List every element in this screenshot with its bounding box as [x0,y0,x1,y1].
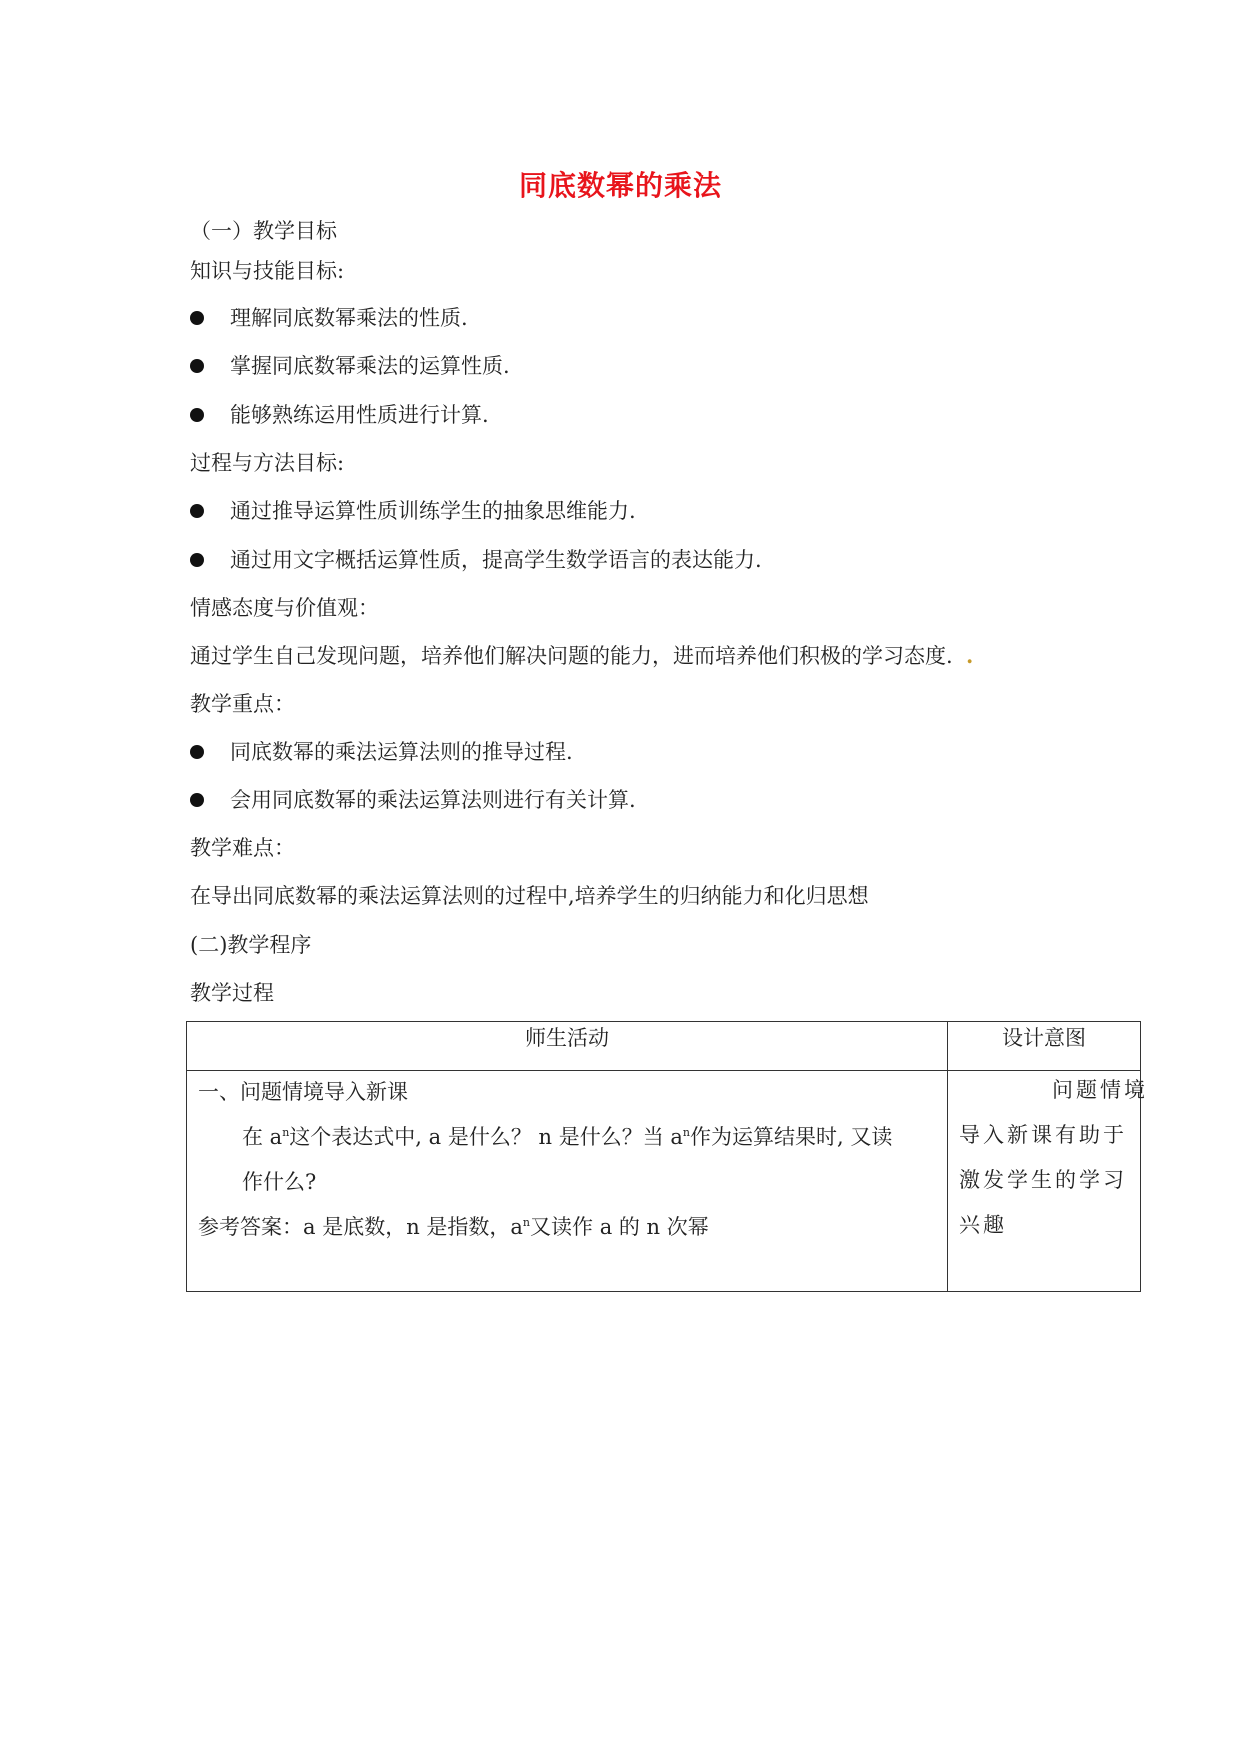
intent-cell [948,1071,1148,1291]
emotion-heading: 情感态度与价值观： [190,596,379,620]
list-item: 掌握同底数幂乘法的运算性质. [190,351,510,381]
question-line-2: 作什么? [242,1170,317,1194]
list-item: 理解同底数幂乘法的性质. [190,303,468,333]
bullet-icon [190,553,204,567]
key-heading: 教学重点： [190,692,295,716]
difficulty-heading: 教学难点： [190,836,295,860]
table-row [187,1071,1141,1292]
list-item: 通过推导运算性质训练学生的抽象思维能力. [190,496,636,526]
question-line: 在 $a^n$这个表达式中, a 是什么？ n 是什么？当 $a^n$作为运算结果时, 又读 [242,1125,893,1149]
col-header-activity: 师生活动 [187,1022,948,1071]
col-header-intent: 设计意图 [948,1022,1141,1071]
intent-line: 激发学生的学习 [959,1168,1127,1192]
emotion-text: 通过学生自己发现问题，培养他们解决问题的能力，进而培养他们积极的学习态度. . [190,643,974,668]
activity-cell [187,1071,947,1291]
section-heading-objectives: （一）教学目标 [190,219,337,243]
bullet-icon [190,359,204,373]
intent-line: 问题情境 [1052,1078,1148,1102]
list-item: 通过用文字概括运算性质，提高学生数学语言的表达能力. [190,545,762,575]
knowledge-heading: 知识与技能目标: [190,259,345,283]
bullet-icon [190,311,204,325]
difficulty-text: 在导出同底数幂的乘法运算法则的过程中,培养学生的归纳能力和化归思想 [190,884,869,908]
list-item: 同底数幂的乘法运算法则的推导过程. [190,737,573,767]
process-heading: 过程与方法目标: [190,451,345,475]
annotation-mark: . [966,643,974,668]
bullet-icon [190,504,204,518]
page-title: 同底数幂的乘法 [518,169,722,202]
bullet-icon [190,793,204,807]
list-item: 会用同底数幂的乘法运算法则进行有关计算. [190,785,636,815]
table-header-row [187,1022,1141,1071]
answer-line: 参考答案：a 是底数，n 是指数，$a^n$又读作 a 的 n 次幂 [198,1215,709,1239]
row-title: 一、问题情境导入新课 [198,1080,408,1104]
process-label: 教学过程 [190,981,274,1005]
section-heading-procedure: (二)教学程序 [190,933,312,957]
intent-line: 兴趣 [959,1213,1007,1237]
intent-line: 导入新课有助于 [959,1123,1127,1147]
lesson-table [186,1021,1148,1292]
list-item: 能够熟练运用性质进行计算. [190,400,489,430]
bullet-icon [190,745,204,759]
bullet-icon [190,408,204,422]
